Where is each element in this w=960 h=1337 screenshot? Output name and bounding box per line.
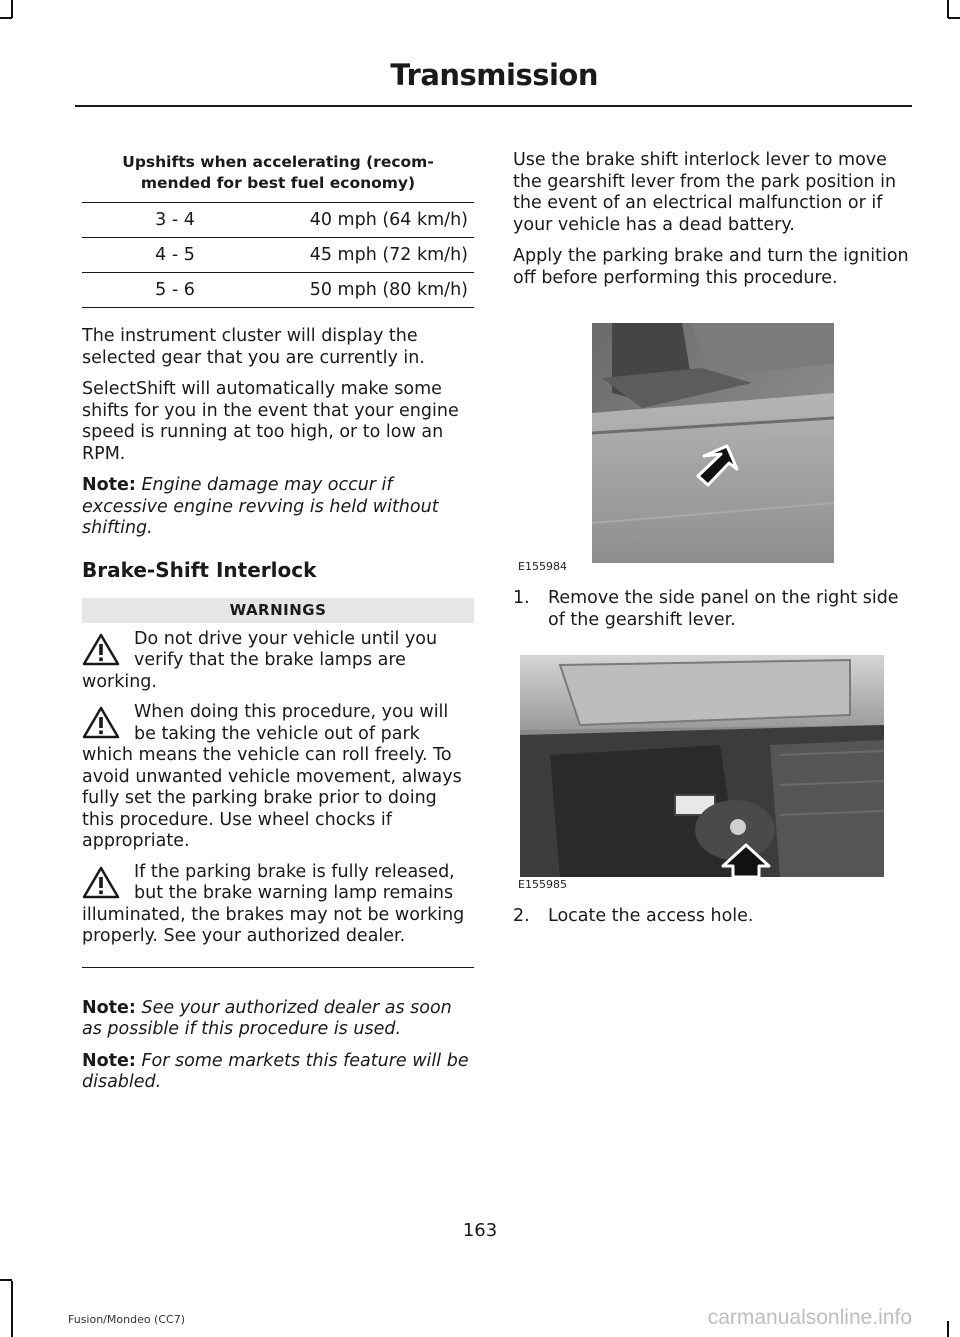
note-text: See your authorized dealer as soon as possible if this procedure is used.	[82, 997, 452, 1039]
steps-list-1	[513, 588, 911, 631]
crop-mark	[11, 1281, 13, 1337]
warning-item	[82, 702, 474, 853]
note-label: Note:	[82, 475, 136, 495]
crop-mark	[947, 0, 949, 18]
note-engine-damage	[82, 475, 474, 540]
warning-text: Do not drive your vehicle until you verify that the brake lamps are working.	[82, 628, 438, 692]
page-number: 163	[462, 1220, 498, 1241]
image-code: E155985	[518, 878, 567, 891]
step-text: Remove the side panel on the right side of the gearshift lever.	[548, 588, 899, 630]
paragraph-gear-display: The instrument cluster will display the selected gear that you are currently in.	[82, 326, 425, 368]
paragraph-interlock-lever: Use the brake shift interlock lever to move the gearshift lever from the park position in the event of an electrical malfunction or if your vehicle has a dead battery.	[513, 150, 897, 235]
access-hole-photo-illustration	[520, 655, 884, 877]
table-row	[82, 273, 474, 308]
section-heading: Brake-Shift Interlock	[82, 557, 317, 582]
warning-triangle-icon	[82, 706, 120, 740]
photo-access-hole	[520, 655, 884, 877]
note-text: For some markets this feature will be disabled.	[82, 1050, 469, 1092]
warning-triangle-icon	[82, 633, 120, 667]
steps-list-2	[513, 906, 911, 928]
warning-text: When doing this procedure, you will be taking the vehicle out of park which means the vehicle can roll freely. To avoid unwanted vehicle movement, always fully set the parking brake prior to doing this procedure. Use wheel chocks if appropriate.	[82, 702, 462, 851]
watermark: carmanualsonline.info	[707, 1306, 912, 1329]
console-photo-illustration	[592, 323, 834, 563]
speed-cell: 40 mph (64 km/h)	[278, 203, 474, 238]
crop-mark	[947, 1321, 949, 1337]
upshift-table	[82, 150, 474, 308]
note-text: Engine damage may occur if excessive engine revving is held without shifting.	[82, 475, 439, 538]
footer-model: Fusion/Mondeo (CC7)	[68, 1313, 186, 1326]
step-number: 2.	[513, 906, 530, 926]
note-label: Note:	[82, 1050, 136, 1071]
note-label: Note:	[82, 997, 136, 1018]
speed-cell: 50 mph (80 km/h)	[278, 273, 474, 308]
table-row	[82, 203, 474, 238]
speed-cell: 45 mph (72 km/h)	[278, 238, 474, 273]
upshift-table-header: Upshifts when accelerating (recom-mended for best fuel economy)	[82, 150, 474, 203]
warning-item	[82, 629, 474, 694]
crop-mark	[0, 17, 12, 19]
image-code: E155984	[518, 560, 567, 573]
paragraph-parking-brake: Apply the parking brake and turn the ignition off before performing this procedure.	[513, 246, 909, 288]
warning-item	[82, 862, 474, 948]
header-divider	[75, 105, 912, 107]
note-markets	[82, 1051, 474, 1094]
paragraph-selectshift: SelectShift will automatically make some shifts for you in the event that your engine speed is running at too high, or to low an RPM.	[82, 379, 459, 464]
step-number: 1.	[513, 588, 530, 608]
warnings-header: WARNINGS	[82, 598, 474, 623]
list-item	[513, 906, 911, 928]
gear-cell: 3 - 4	[82, 203, 278, 238]
crop-mark	[948, 17, 960, 19]
crop-mark	[0, 1279, 12, 1281]
crop-mark	[11, 0, 13, 18]
right-column	[513, 150, 911, 299]
photo-side-panel	[592, 323, 834, 563]
gear-cell: 4 - 5	[82, 238, 278, 273]
warnings-box	[82, 598, 474, 968]
note-dealer	[82, 998, 474, 1041]
warning-triangle-icon	[82, 866, 120, 900]
gear-cell: 5 - 6	[82, 273, 278, 308]
table-row	[82, 238, 474, 273]
page-title: Transmission	[390, 58, 598, 92]
warning-text: If the parking brake is fully released, but the brake warning lamp remains illuminated, the brakes may not be working properly. See your authorized dealer.	[82, 861, 465, 946]
list-item	[513, 588, 911, 631]
step-text: Locate the access hole.	[548, 906, 754, 926]
left-column	[82, 150, 474, 1104]
